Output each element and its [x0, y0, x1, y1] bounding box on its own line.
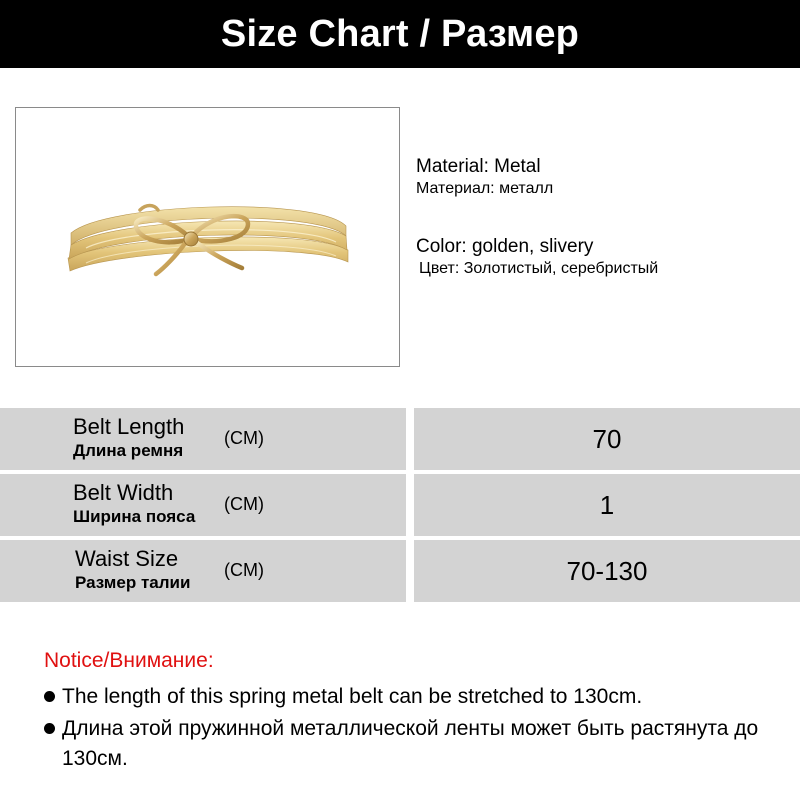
- label-en: Belt Length: [73, 414, 185, 439]
- label-ru: Длина ремня: [73, 441, 184, 460]
- product-photo: [15, 107, 400, 367]
- notice-list: [44, 682, 794, 774]
- row-value-cell: 70: [414, 408, 800, 470]
- color-ru: Цвет: Золотистый, серебристый: [419, 260, 659, 277]
- product-specs: [416, 155, 786, 290]
- label-en: Belt Width: [73, 480, 174, 505]
- material-ru: Материал: металл: [416, 180, 554, 197]
- unit-label: (CM): [224, 428, 264, 448]
- row-value-cell: 1: [414, 474, 800, 536]
- list-item: [44, 682, 794, 712]
- belt-image: [16, 108, 401, 368]
- table-row: [0, 540, 800, 602]
- row-label-cell: [0, 540, 406, 602]
- label-en: Waist Size: [75, 546, 179, 571]
- page-title: Size Chart / Размер: [0, 0, 800, 68]
- color-spec: [416, 235, 786, 290]
- material-en: Material: Metal: [416, 156, 541, 177]
- notice-text-en: The length of this spring metal belt can be stretched to 130cm.: [62, 685, 643, 708]
- table-row: [0, 408, 800, 470]
- notice-title: Notice/Внимание:: [44, 649, 214, 672]
- unit-label: (CM): [224, 494, 264, 514]
- row-value-cell: 70-130: [414, 540, 800, 602]
- label-ru: Ширина пояса: [73, 507, 196, 526]
- bullet-icon: [44, 723, 55, 734]
- label-ru: Размер талии: [75, 573, 191, 592]
- unit-label: (CM): [224, 560, 264, 580]
- bullet-icon: [44, 691, 55, 702]
- row-label-cell: [0, 474, 406, 536]
- table-row: [0, 474, 800, 536]
- color-en: Color: golden, slivery: [416, 236, 594, 257]
- material-spec: [416, 155, 786, 210]
- notice-text-ru: Длина этой пружинной металлической ленты может быть растянута до 130см.: [62, 717, 759, 770]
- row-label-cell: [0, 408, 406, 470]
- list-item: [44, 714, 794, 774]
- size-table: [0, 408, 800, 606]
